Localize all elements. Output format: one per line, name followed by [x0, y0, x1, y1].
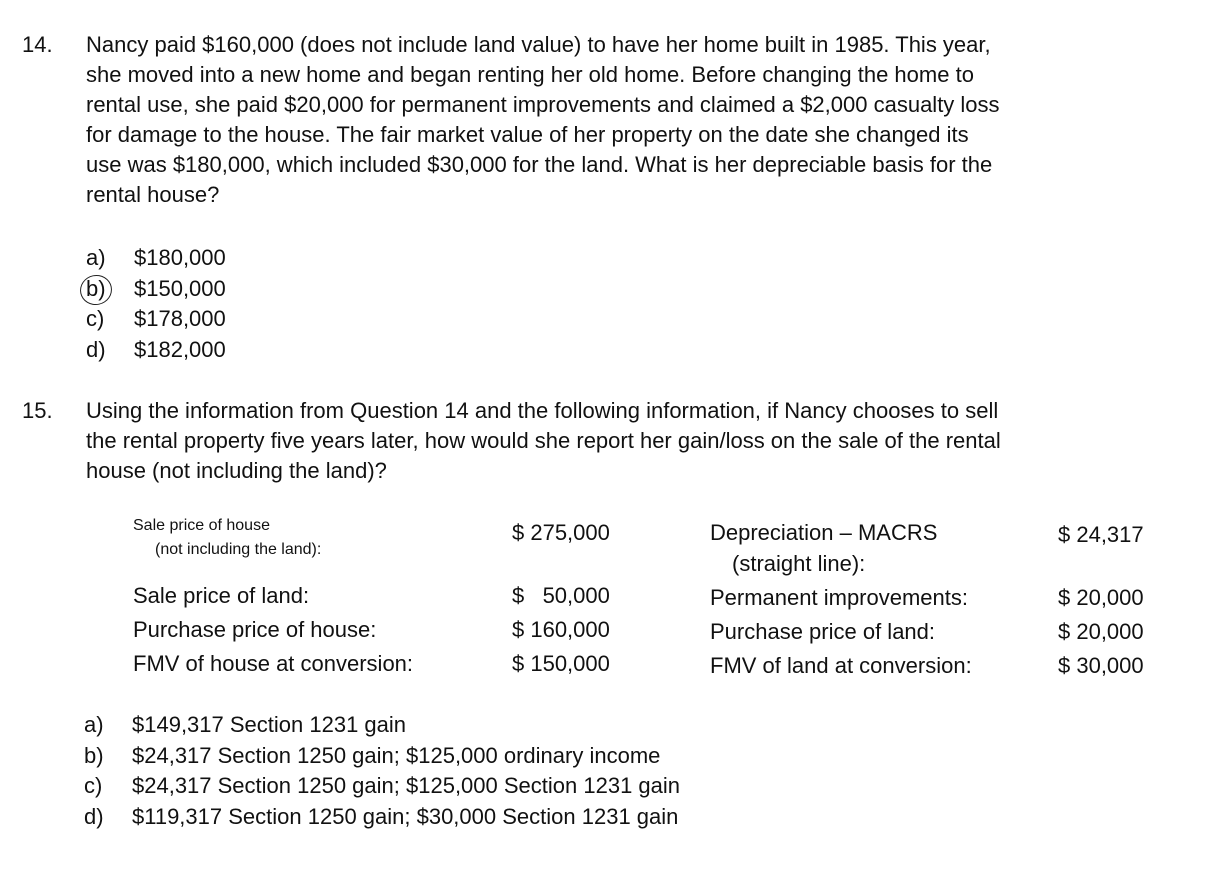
fact-purchase-price-land: Purchase price of land:: [710, 619, 936, 644]
fact-label: Depreciation – MACRS: [710, 520, 938, 545]
fact-permanent-improvements: Permanent improvements:: [710, 585, 968, 610]
fact-value: $ 30,000: [1058, 653, 1144, 678]
choice-letter: c): [84, 773, 103, 798]
question-14-choices: [86, 243, 226, 365]
choice-15b[interactable]: [84, 741, 680, 772]
choice-letter: a): [86, 245, 106, 270]
choice-letter: a): [84, 712, 104, 737]
fact-purchase-price-house: Purchase price of house:: [133, 617, 377, 642]
choice-text: $24,317 Section 1250 gain; $125,000 Section 1231 gain: [132, 773, 681, 798]
question-15-text: [86, 396, 1001, 486]
question-14-line: she moved into a new home and began renting her old home. Before changing the home to: [86, 62, 974, 87]
choice-14a[interactable]: [86, 243, 226, 274]
fact-sublabel: (not including the land):: [155, 541, 322, 558]
choice-15a[interactable]: [84, 710, 680, 741]
choice-14c[interactable]: [86, 304, 226, 335]
choice-letter-circled: b): [86, 274, 134, 305]
choice-15d[interactable]: [84, 802, 680, 833]
fact-label: Sale price of house: [133, 517, 270, 534]
choice-letter: d): [84, 803, 104, 829]
choice-letter: d): [86, 336, 106, 362]
fact-value: $ 24,317: [1058, 522, 1144, 547]
question-14-line: Nancy paid $160,000 (does not include land value) to have her home built in 1985. This year,: [86, 32, 991, 57]
choice-14b[interactable]: [86, 274, 226, 305]
choice-letter: c): [86, 306, 105, 331]
question-15-line: the rental property five years later, how would she report her gain/loss on the sale of the rental: [86, 428, 1001, 453]
question-14-line: rental house?: [86, 182, 220, 207]
fact-value: $ 20,000: [1058, 619, 1144, 644]
fact-value: $ 50,000: [512, 583, 610, 608]
fact-value: $ 275,000: [512, 520, 610, 545]
fact-sublabel: (straight line):: [732, 551, 866, 576]
fact-sale-price-land: Sale price of land:: [133, 583, 310, 608]
fact-sale-price-house: [133, 517, 321, 565]
question-15-line: house (not including the land)?: [86, 458, 387, 483]
question-15-line: Using the information from Question 14 and the following information, if Nancy chooses to sell: [86, 398, 999, 423]
question-14-text: [86, 30, 1000, 210]
choice-text: $149,317 Section 1231 gain: [132, 712, 407, 737]
choice-text: $119,317 Section 1250 gain; $30,000 Section 1231 gain: [132, 803, 679, 829]
choice-14d[interactable]: [86, 335, 226, 366]
question-14-number: 14.: [22, 32, 53, 57]
fact-fmv-house: FMV of house at conversion:: [133, 651, 414, 676]
choice-text: $24,317 Section 1250 gain; $125,000 ordinary income: [132, 742, 661, 768]
choice-text: $182,000: [134, 336, 226, 362]
fact-fmv-land: FMV of land at conversion:: [710, 653, 972, 678]
question-14-line: use was $180,000, which included $30,000 for the land. What is her depreciable basis for the: [86, 152, 993, 177]
choice-text: $178,000: [134, 306, 226, 331]
choice-letter: b): [84, 742, 104, 768]
question-14-line: rental use, she paid $20,000 for permanent improvements and claimed a $2,000 casualty loss: [86, 92, 1000, 117]
choice-text: $150,000: [134, 275, 226, 301]
question-14-line: for damage to the house. The fair market value of her property on the date she changed its: [86, 122, 969, 147]
fact-value: $ 20,000: [1058, 585, 1144, 610]
question-15-choices: [84, 710, 680, 832]
fact-depreciation: [710, 517, 937, 579]
fact-value: $ 150,000: [512, 651, 610, 676]
choice-text: $180,000: [134, 245, 226, 270]
fact-value: $ 160,000: [512, 617, 610, 642]
question-15-number: 15.: [22, 398, 53, 423]
choice-15c[interactable]: [84, 771, 680, 802]
